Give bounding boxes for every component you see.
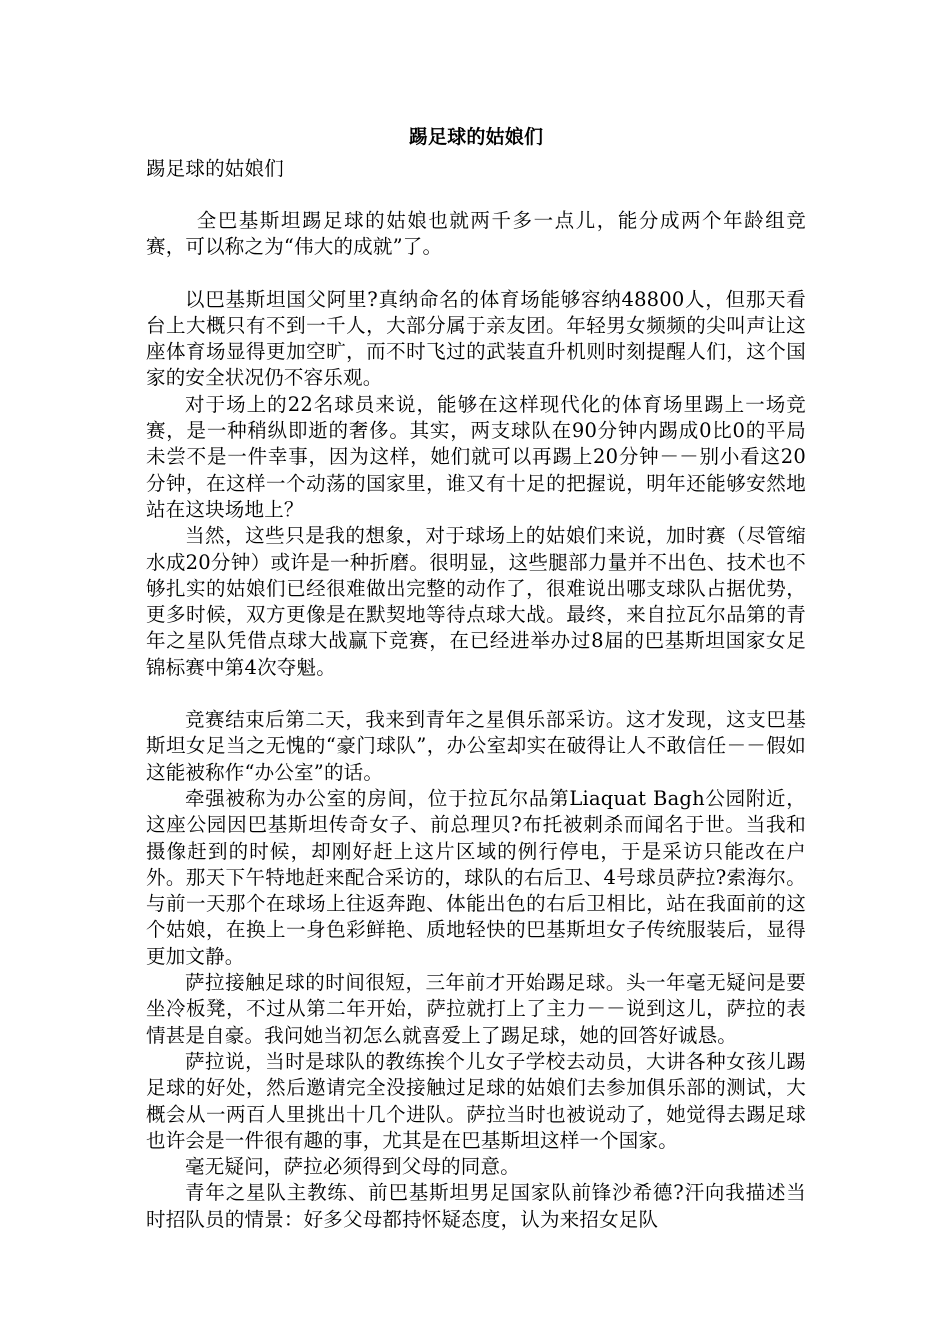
- document-subtitle: 踢足球的姑娘们: [146, 157, 284, 180]
- document-title: 踢足球的姑娘们: [408, 126, 544, 148]
- paragraph: 全巴基斯坦踢足球的姑娘也就两千多一点儿，能分成两个年龄组竞赛，可以称之为“伟大的成就”了。: [146, 209, 806, 259]
- paragraph: 以巴基斯坦国父阿里?真纳命名的体育场能够容纳48800人，但那天看台上大概只有不到一千人，大部分属于亲友团。年轻男女频频的尖叫声让这座体育场显得更加空旷，而不时飞过的武装直升机则时刻提醒人们，这个国家的安全状况仍不容乐观。: [146, 287, 806, 390]
- paragraph: 当然，这些只是我的想象，对于球场上的姑娘们来说，加时赛（尽管缩水成20分钟）或许是一种折磨。很明显，这些腿部力量并不出色、技术也不够扎实的姑娘们已经很难做出完整的动作了，很难说出哪支球队占据优势，更多时候，双方更像是在默契地等待点球大战。最终，来自拉瓦尔品第的青年之星队凭借点球大战赢下竞赛，在已经进举办过8届的巴基斯坦国家女足锦标赛中第4次夺魁。: [146, 524, 806, 679]
- paragraph: 萨拉接触足球的时间很短，三年前才开始踢足球。头一年毫无疑问是要坐冷板凳，不过从第二年开始，萨拉就打上了主力－－说到这儿，萨拉的表情甚是自豪。我问她当初怎么就喜爱上了踢足球，她的回答好诚恳。: [146, 971, 806, 1047]
- paragraph: 竞赛结束后第二天，我来到青年之星俱乐部采访。这才发现，这支巴基斯坦女足当之无愧的“豪门球队”，办公室却实在破得让人不敢信任－－假如这能被称作“办公室”的话。: [146, 708, 806, 784]
- paragraph: 毫无疑问，萨拉必须得到父母的同意。: [185, 1155, 520, 1179]
- paragraph: 对于场上的22名球员来说，能够在这样现代化的体育场里踢上一场竞赛，是一种稍纵即逝的奢侈。其实，两支球队在90分钟内踢成0比0的平局未尝不是一件幸事，因为这样，她们就可以再踢上20分钟－－别小看这20分钟，在这样一个动荡的国家里，谁又有十足的把握说，明年还能够安然地站在这块场地上？: [146, 392, 806, 521]
- paragraph: 牵强被称为办公室的房间，位于拉瓦尔品第Liaquat Bagh公园附近，这座公园因巴基斯坦传奇女子、前总理贝?布托被刺杀而闻名于世。当我和摄像赶到的时候，却刚好赶上这片区域的例行停电，于是采访只能改在户外。那天下午特地赶来配合采访的，球队的右后卫、4号球员萨拉?索海尔。与前一天那个在球场上往返奔跑、体能出色的右后卫相比，站在我面前的这个姑娘，在换上一身色彩鲜艳、质地轻快的巴基斯坦女子传统服装后，显得更加文静。: [146, 786, 806, 968]
- paragraph: 萨拉说，当时是球队的教练挨个儿女子学校去动员，大讲各种女孩儿踢足球的好处，然后邀请完全没接触过足球的姑娘们去参加俱乐部的测试，大概会从一两百人里挑出十几个进队。萨拉当时也被说动了，她觉得去踢足球也许会是一件很有趣的事，尤其是在巴基斯坦这样一个国家。: [146, 1049, 806, 1152]
- paragraph: 青年之星队主教练、前巴基斯坦男足国家队前锋沙希德?汗向我描述当时招队员的情景：好多父母都持怀疑态度，认为来招女足队: [146, 1181, 806, 1231]
- document-page: [146, 118, 806, 1233]
